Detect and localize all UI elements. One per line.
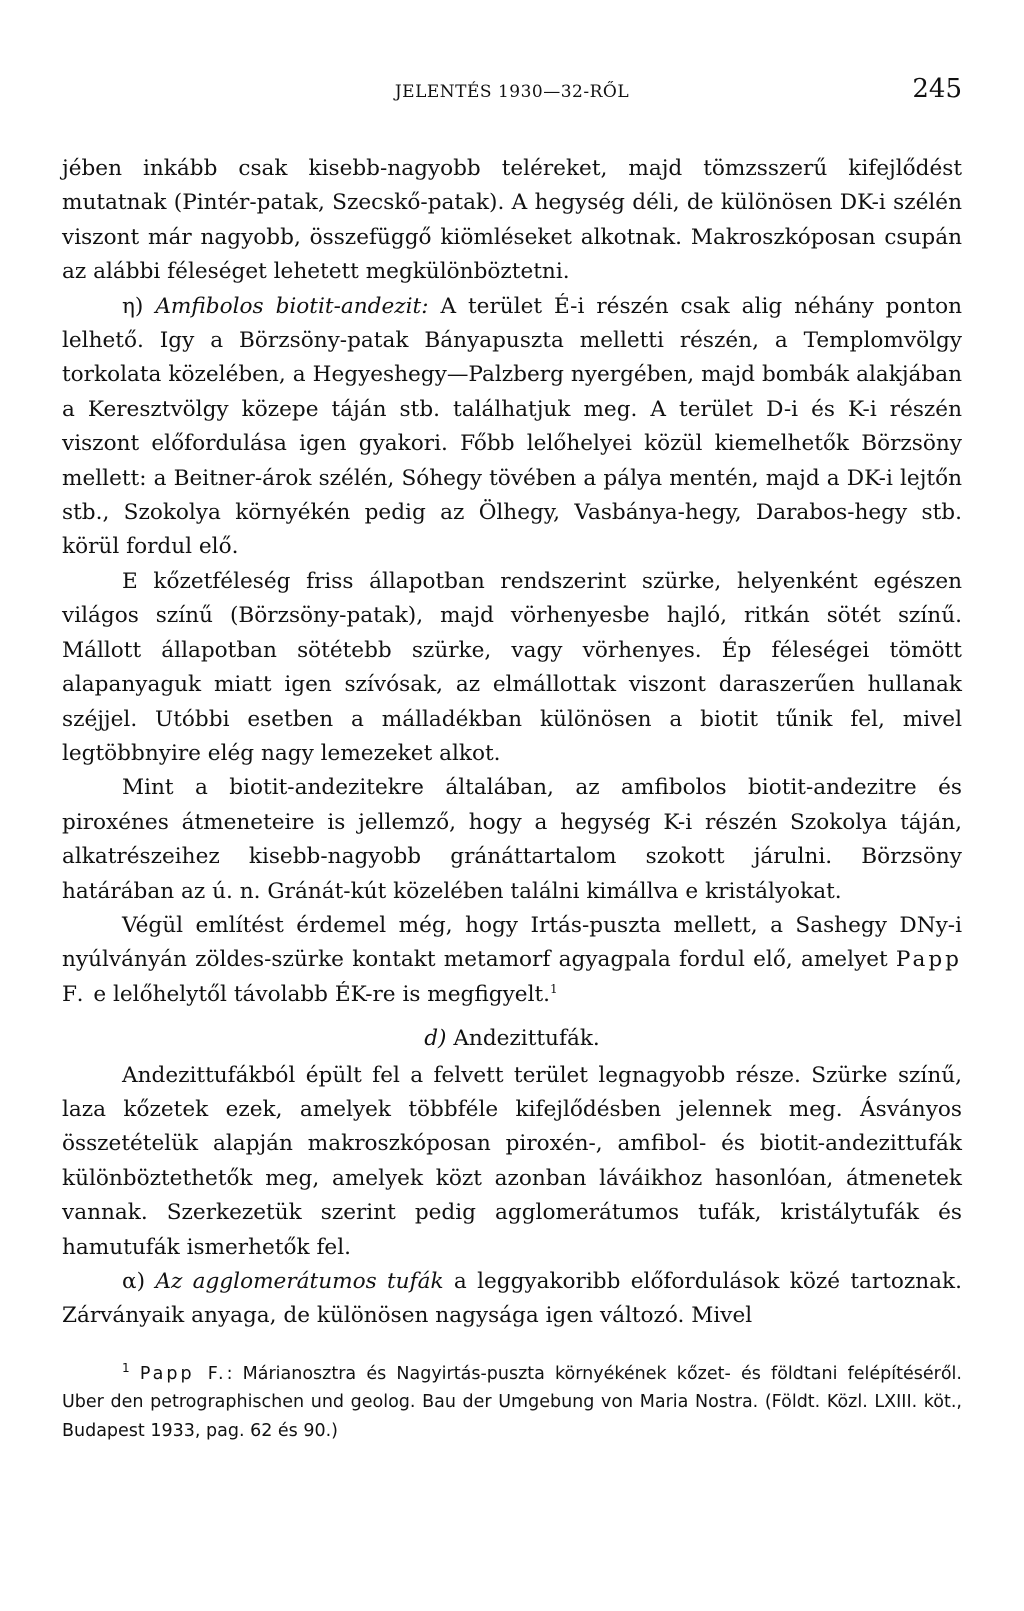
paragraph-text: A terület É-i részén csak alig néhány ponton lelhető. Igy a Börzsöny-patak Bányapuszta melletti részén, a Templomvölgy torkolata közelében, a Hegyeshegy—Palzberg nyergében, majd bombák alakjában a Keresztvölgy közepe táján stb. találhatjuk meg. A terület D-i és K-i részén viszont előfordulása igen gyakori. Főbb lelőhelyei közül kiemelhetők Börzsöny mellett: a Beitner-árok szélén, Sóhegy tövében a pálya mentén, majd a DK-i lejtőn stb., Szokolya környékén pedig az Ölhegy, Vasbánya-hegy, Darabos-hegy stb. körül fordul elő. bbox=[62, 293, 962, 560]
paragraph-agglomeratumos bbox=[62, 1265, 962, 1334]
footnote-mark: 1 bbox=[122, 1360, 130, 1375]
list-marker: α) bbox=[122, 1269, 156, 1294]
paragraph-4: Mint a biotit-andezitekre általában, az amfibolos biotit-andezitre és piroxénes átmeneteire is jellemző, hogy a hegység K-i részén Szokolya táján, alkatrészeihez kisebb-nagyobb gránáttartalom szokott járulni. Börzsöny határában az ú. n. Gránát-kút közelében találni kimállva e kristályokat. bbox=[62, 775, 962, 904]
paragraph-5 bbox=[62, 909, 962, 1012]
footnote-text: : Márianosztra és Nagyirtás-puszta környékének kőzet- és földtani felépítéséről. Uber den petrographischen und geolog. Bau der Umgebung von Maria Nostra. (Földt. Közl. LXIII. köt., Budapest 1933, pag. 62 és 90.) bbox=[62, 1363, 962, 1441]
page-header bbox=[62, 72, 962, 112]
footnote-ref: 1 bbox=[550, 981, 558, 996]
running-head: JELENTÉS 1930—32-RŐL bbox=[394, 82, 630, 102]
author-name: Papp F. bbox=[62, 947, 962, 1007]
section-heading bbox=[62, 1022, 962, 1056]
list-marker: η) bbox=[122, 293, 156, 319]
footnote-1 bbox=[62, 1360, 962, 1446]
paragraph-text: a leggyakoribb előfordulások közé tartoznak. Zárványaik anyaga, de különösen nagysága igen változó. Mivel bbox=[62, 1269, 962, 1329]
page-number: 245 bbox=[912, 74, 962, 104]
body-text bbox=[62, 152, 962, 1334]
paragraph-amfibolos bbox=[62, 290, 962, 565]
paragraph-3: E kőzetféleség friss állapotban rendszerint szürke, helyenként egészen világos színű (Börzsöny-patak), majd vörhenyesbe hajló, ritkán sötét színű. Mállott állapotban sötétebb szürke, vagy vörhenyes. Ép féleségei tömött alapanyaguk miatt igen szívósak, az elmállottak viszont daraszerűen hullanak széjjel. Utóbbi esetben a málladékban különösen a biotit tűnik fel, mivel legtöbbnyire elég nagy lemezeket alkot. bbox=[62, 568, 962, 766]
paragraph-text: e lelőhelytől távolabb ÉK-re is megfigyelt. bbox=[86, 981, 551, 1007]
footnote-author: Papp F. bbox=[139, 1363, 227, 1384]
paragraph-text: Végül említést érdemel még, hogy Irtás-puszta mellett, a Sashegy DNy-i nyúlványán zöldes-szürke kontakt metamorf agyagpala fordul elő, amelyet bbox=[62, 912, 962, 973]
italic-term: Az agglomerátumos tufák bbox=[155, 1269, 444, 1294]
italic-term: Amfibolos biotit-andezit: bbox=[155, 293, 429, 319]
paragraph-6: Andezittufákból épült fel a felvett terület legnagyobb része. Szürke színű, laza kőzetek ezek, amelyek többféle kifejlődésben jelennek meg. Ásványos összetételük alapján makroszkóposan piroxén-, amfibol- és biotit-andezittufák különböztethetők meg, amelyek közt azonban láváikhoz hasonlóan, átmenetek vannak. Szerkezetük szerint pedig agglomerátumos tufák, kristálytufák és hamutufák ismerhetők fel. bbox=[62, 1062, 962, 1260]
paragraph-1: jében inkább csak kisebb-nagyobb teléreket, majd tömzsszerű kifejlődést mutatnak (Pintér-patak, Szecskő-patak). A hegység déli, de különösen DK-i szélén viszont már nagyobb, összefüggő kiömléseket alkotnak. Makroszkóposan csupán az alábbi féleséget lehetett megkülönböztetni. bbox=[62, 156, 962, 285]
section-title: Andezittufák. bbox=[446, 1026, 600, 1052]
section-label: d) bbox=[424, 1026, 447, 1052]
footnotes bbox=[62, 1360, 962, 1446]
